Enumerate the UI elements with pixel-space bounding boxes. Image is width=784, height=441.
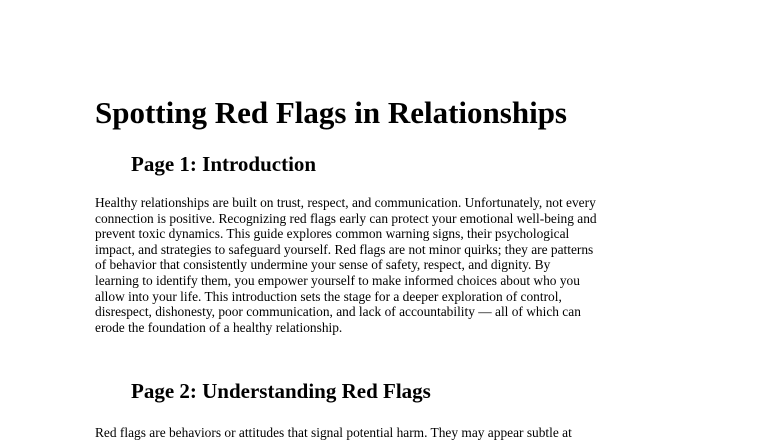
document-title: Spotting Red Flags in Relationships	[95, 95, 567, 130]
paragraph-line: prevent toxic dynamics. This guide explores common warning signs, their psychological	[95, 226, 570, 242]
understanding-paragraph	[95, 425, 695, 441]
paragraph-line: Red flags are behaviors or attitudes that signal potential harm. They may appear subtle at	[95, 425, 572, 440]
paragraph-line: connection is positive. Recognizing red flags early can protect your emotional well-being and	[95, 210, 597, 226]
paragraph-line: disrespect, dishonesty, poor communication, and lack of accountability — all of which can	[95, 304, 581, 320]
paragraph-line: allow into your life. This introduction sets the stage for a deeper exploration of control,	[95, 288, 562, 304]
section-heading-understanding-red-flags: Page 2: Understanding Red Flags	[131, 379, 431, 403]
paragraph-line: Healthy relationships are built on trust, respect, and communication. Unfortunately, not every	[95, 195, 596, 210]
paragraph-line: of behavior that consistently undermine your sense of safety, respect, and dignity. By	[95, 257, 551, 273]
paragraph-line: learning to identify them, you empower yourself to make informed choices about who you	[95, 272, 580, 288]
paragraph-line: impact, and strategies to safeguard yourself. Red flags are not minor quirks; they are patterns	[95, 241, 594, 257]
section-heading-introduction: Page 1: Introduction	[131, 152, 317, 176]
paragraph-line: erode the foundation of a healthy relationship.	[95, 319, 343, 335]
introduction-paragraph	[95, 195, 695, 335]
